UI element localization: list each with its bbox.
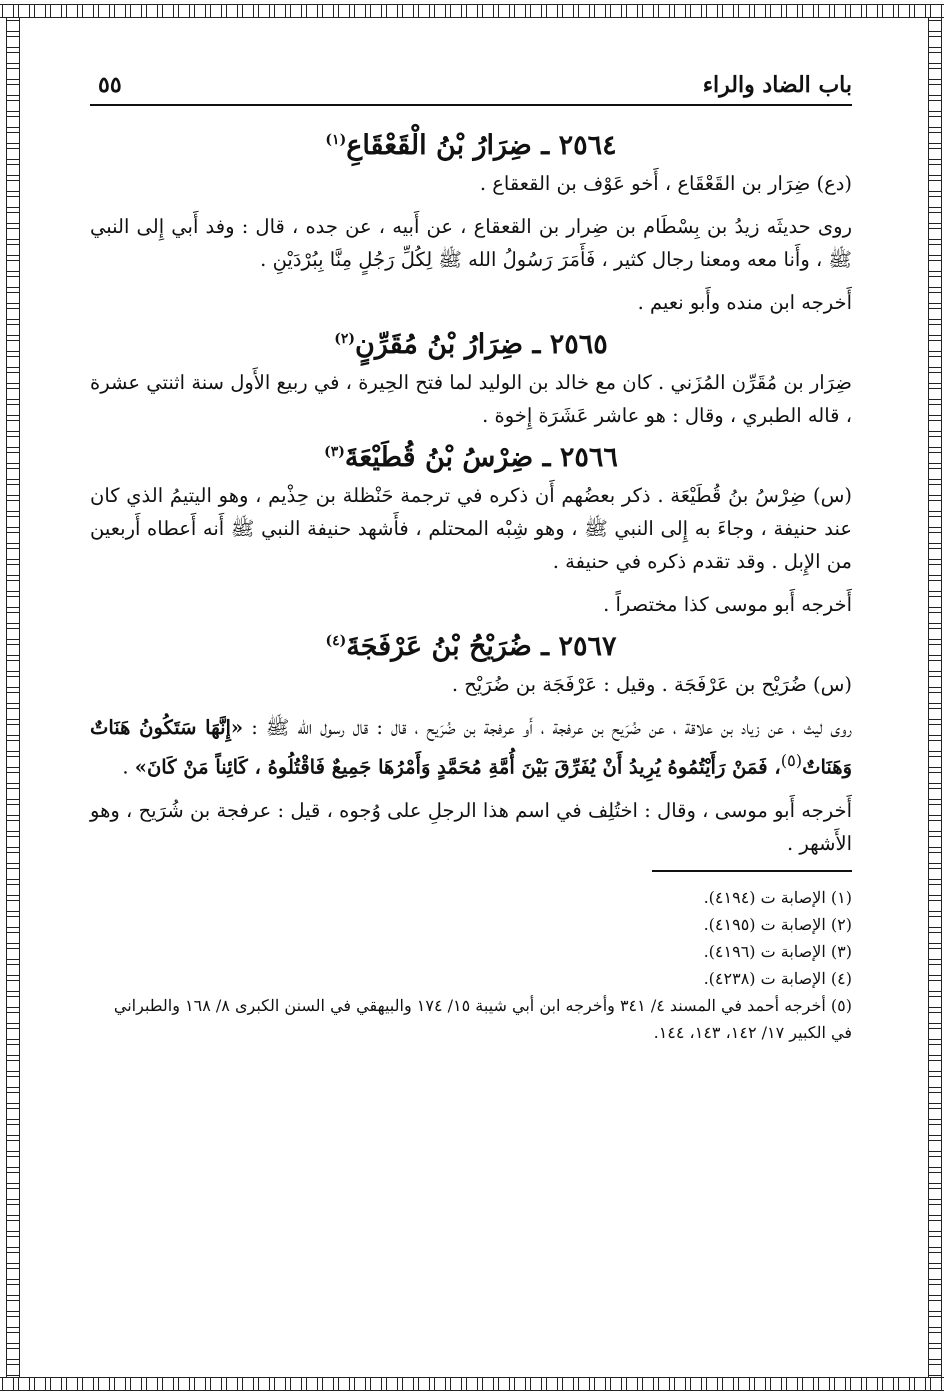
hadith-paragraph: روى ليث ، عن زياد بن علاقة ، عن ضُرَيح بن عرفجة ، أَو عرفجة بن ضُرَيح ، قال : قال رسول الله ﷺ : «إِنَّهَا سَتَكُونُ هَنَاتٌ وَهَنَاتٌ$^{(٥)}$، فَمَنْ رَأَيْتُمُوهُ يُرِيدُ أَنْ يُفَرِّقَ بَيْنَ أُمَّةِ مُحَمَّدٍ وَأَمْرُهَا جَمِيعٌ فَاقْتُلُوهُ ، كَائِناً مَنْ كَانَ» . <box>90 716 852 779</box>
entry-paragraph: أَخرجه أَبو موسى ، وقال : اختُلِف في اسم هذا الرجلِ على وُجوه ، قيل : عرفجة بن شُرَيح ، وهو الأَشهر . <box>90 798 852 855</box>
decorative-border-bottom <box>0 1377 944 1391</box>
footnote: (٥) أخرجه أحمد في المسند ٤/ ٣٤١ وأخرجه ابن أبي شيبة ١٥/ ١٧٤ والبيهقي في السنن الكبرى ٨/ ١٦٨ والطبراني في الكبير ١٧/ ١٤٢، ١٤٣، ١٤٤. <box>113 995 852 1042</box>
footnote: (٣) الإصابة ت (٤١٩٦). <box>703 941 852 961</box>
entry-title-2564: ٢٥٦٤ ـ ضِرَارُ بْنُ الْقَعْقَاعِ$^{(١)}$ <box>325 130 617 161</box>
footnote-divider <box>652 870 852 872</box>
entry-paragraph: (س) ضِرْسُ بنُ قُطَيْعَة . ذكر بعضُهم أَن ذكره في ترجمة حَنْظلة بن حِذْيم ، وهو اليتيمُ الذي كان عند حنيفة ، وجاءَ به إِلى النبي ﷺ ، وهو شِبْه المحتلم ، فأَشهد حنيفة النبي ﷺ أَنه أَعطاه أَربعين من الإِبل . وقد تقدم ذكره في حنيفة . <box>90 484 852 573</box>
footnote-ref: (٣) <box>324 444 345 460</box>
entry-paragraph: (دع) ضِرَار بن القَعْقَاع ، أَخو عَوْف بن القعقاع . <box>479 172 852 195</box>
footnote-ref: (٥) <box>780 751 803 770</box>
entry-paragraph: (س) ضُرَيْح بن عَرْفَجَة . وقيل : عَرْفَجَة بن ضُرَيْح . <box>451 673 852 696</box>
page <box>90 60 852 1357</box>
decorative-border-left <box>6 18 20 1377</box>
running-title: باب الضاد والراء <box>702 72 852 98</box>
entry-paragraph: ضِرَار بن مُقَرِّن المُزَني . كان مع خالد بن الوليد لما فتح الحِيرة ، في ربيع الأَول سنة اثنتي عشرة ، قاله الطبري ، وقال : هو عاشر عَشَرَة إِخوة . <box>90 371 852 427</box>
entry-paragraph: أَخرجه ابن منده وأَبو نعيم . <box>637 291 852 314</box>
page-header <box>90 72 852 106</box>
page-number: ٥٥ <box>98 72 122 98</box>
entry-paragraph: أَخرجه أَبو موسى كذا مختصراً . <box>603 593 852 616</box>
entry-title-2567: ٢٥٦٧ ـ ضُرَيْحُ بْنُ عَرْفَجَةَ$^{(٤)}$ <box>325 631 617 662</box>
footnote-ref: (١) <box>325 132 347 148</box>
entry-title-2565: ٢٥٦٥ ـ ضِرَارُ بْنُ مُقَرِّنٍ$^{(٢)}$ <box>334 329 608 360</box>
hadith-quote: «إِنَّهَا سَتَكُونُ هَنَاتٌ وَهَنَاتٌ <box>90 716 852 779</box>
footnote-ref: (٢) <box>334 331 355 347</box>
hadith-quote-rest: ، فَمَنْ رَأَيْتُمُوهُ يُرِيدُ أَنْ يُفَرِّقَ بَيْنَ أُمَّةِ مُحَمَّدٍ وَأَمْرُهَا جَمِيعٌ فَاقْتُلُوهُ ، كَائِناً مَنْ كَانَ» <box>134 755 781 779</box>
entry-paragraph: روى حديثَه زيدُ بن بِسْطَام بن ضِرار بن القعقاع ، عن أَبيه ، عن جده ، قال : وفد أَبي إِلى النبي ﷺ ، وأَنا معه ومعنا رجال كثير ، فَأَمَرَ رَسُولُ الله ﷺ لِكُلِّ رَجُلٍ مِنَّا بِبُرْدَيْنِ . <box>90 215 852 271</box>
decorative-border-right <box>928 18 942 1377</box>
decorative-border-top <box>0 4 944 18</box>
entry-title-2566: ٢٥٦٦ ـ ضِرْسُ بْنُ قُطَيْعَةَ$^{(٣)}$ <box>324 442 618 473</box>
page-content <box>90 120 852 1046</box>
footnote: (١) الإصابة ت (٤١٩٤). <box>703 887 852 907</box>
footnote-ref: (٤) <box>325 633 347 649</box>
footnote: (٤) الإصابة ت (٤٢٣٨). <box>703 968 852 988</box>
footnote: (٢) الإصابة ت (٤١٩٥). <box>703 914 852 934</box>
